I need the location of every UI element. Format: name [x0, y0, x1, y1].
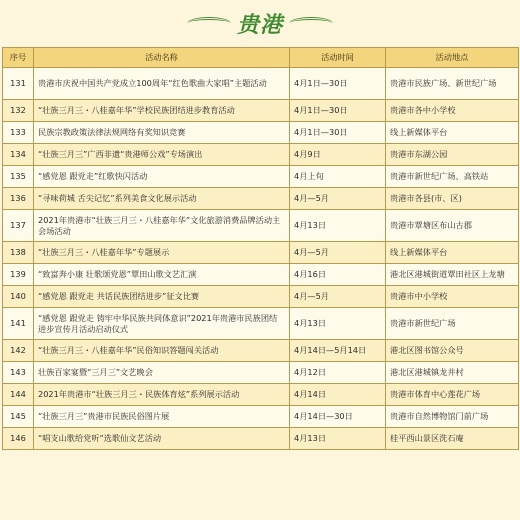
- row-activity-place: 贵港市东湖公园: [386, 144, 519, 166]
- table-row: [3, 100, 519, 122]
- banner: [0, 0, 520, 47]
- table-row: [3, 122, 519, 144]
- row-activity-time: 4月13日: [290, 210, 386, 242]
- table-row: [3, 308, 519, 340]
- row-activity-time: 4月14日—5月14日: [290, 340, 386, 362]
- row-activity-name: 贵港市庆祝中国共产党成立100周年“红色歌曲大家唱”主题活动: [34, 68, 290, 100]
- header-activity-name: 活动名称: [34, 48, 290, 68]
- table-header-row: [3, 48, 519, 68]
- row-number: 137: [3, 210, 34, 242]
- row-number: 141: [3, 308, 34, 340]
- row-activity-place: 贵港市体育中心莲花广场: [386, 384, 519, 406]
- table-row: [3, 188, 519, 210]
- row-activity-place: 贵港市覃塘区布山古郡: [386, 210, 519, 242]
- row-activity-name: “寻味荷城 舌尖记忆”系列美食文化展示活动: [34, 188, 290, 210]
- table-row: [3, 68, 519, 100]
- header-activity-place: 活动地点: [386, 48, 519, 68]
- row-number: 143: [3, 362, 34, 384]
- header-number: 序号: [3, 48, 34, 68]
- table-row: [3, 242, 519, 264]
- row-activity-place: 贵港市民族广场、新世纪广场: [386, 68, 519, 100]
- row-number: 136: [3, 188, 34, 210]
- row-activity-time: 4月—5月: [290, 242, 386, 264]
- row-activity-place: 贵港市自然博物馆门前广场: [386, 406, 519, 428]
- row-activity-place: 贵港市各县(市、区): [386, 188, 519, 210]
- row-activity-name: “感党恩 跟党走 共话民族团结进步”征文比赛: [34, 286, 290, 308]
- table-row: [3, 428, 519, 450]
- table-row: [3, 286, 519, 308]
- table-row: [3, 340, 519, 362]
- row-number: 144: [3, 384, 34, 406]
- row-activity-name: “致富奔小康 壮歌颂党恩”覃田山歌文艺汇演: [34, 264, 290, 286]
- row-number: 135: [3, 166, 34, 188]
- row-activity-name: “唱支山歌给党听”选歌仙文艺活动: [34, 428, 290, 450]
- table-row: [3, 166, 519, 188]
- row-activity-name: 民族宗教政策法律法规网络有奖知识竞赛: [34, 122, 290, 144]
- row-activity-time: 4月12日: [290, 362, 386, 384]
- table-row: [3, 210, 519, 242]
- row-activity-place: 贵港市各中小学校: [386, 100, 519, 122]
- right-ornament-icon: [289, 17, 333, 30]
- row-activity-time: 4月—5月: [290, 188, 386, 210]
- row-activity-place: 桂平西山景区洗石庵: [386, 428, 519, 450]
- row-activity-name: 2021年贵港市“壮族三月三・民族体育炫”系列展示活动: [34, 384, 290, 406]
- row-activity-time: 4月14日—30日: [290, 406, 386, 428]
- row-activity-time: 4月16日: [290, 264, 386, 286]
- row-activity-time: 4月13日: [290, 308, 386, 340]
- row-number: 142: [3, 340, 34, 362]
- row-number: 146: [3, 428, 34, 450]
- header-activity-time: 活动时间: [290, 48, 386, 68]
- table-row: [3, 406, 519, 428]
- table-row: [3, 144, 519, 166]
- row-activity-place: 港北区港城镇龙井村: [386, 362, 519, 384]
- row-number: 134: [3, 144, 34, 166]
- row-activity-name: 2021年贵港市“壮族三月三・八桂嘉年华”文化旅游消费品牌活动主会场活动: [34, 210, 290, 242]
- row-activity-place: 贵港市新世纪广场: [386, 308, 519, 340]
- row-activity-name: “壮族三月三・八桂嘉年华”学校民族团结进步教育活动: [34, 100, 290, 122]
- row-number: 131: [3, 68, 34, 100]
- row-activity-place: 港北区图书馆公众号: [386, 340, 519, 362]
- row-activity-name: “感党恩 跟党走”红歌快闪活动: [34, 166, 290, 188]
- row-activity-place: 贵港市中小学校: [386, 286, 519, 308]
- row-activity-time: 4月1日—30日: [290, 122, 386, 144]
- row-activity-name: “壮族三月三・八桂嘉年华”专题展示: [34, 242, 290, 264]
- row-activity-place: 线上新媒体平台: [386, 122, 519, 144]
- table-row: [3, 362, 519, 384]
- banner-title: 贵港: [236, 12, 283, 38]
- row-activity-place: 贵港市新世纪广场、高铁站: [386, 166, 519, 188]
- row-activity-place: 港北区港城街道覃田社区上龙塘: [386, 264, 519, 286]
- row-activity-time: 4月13日: [290, 428, 386, 450]
- row-activity-time: 4月—5月: [290, 286, 386, 308]
- row-number: 132: [3, 100, 34, 122]
- activity-table: [2, 47, 519, 450]
- row-number: 145: [3, 406, 34, 428]
- row-number: 133: [3, 122, 34, 144]
- row-activity-place: 线上新媒体平台: [386, 242, 519, 264]
- row-activity-name: “感党恩 跟党走 铸牢中华民族共同体意识”2021年贵港市民族团结进步宣传月活动启动仪式: [34, 308, 290, 340]
- row-activity-time: 4月上旬: [290, 166, 386, 188]
- row-activity-time: 4月14日: [290, 384, 386, 406]
- row-number: 139: [3, 264, 34, 286]
- row-activity-name: 壮族百家宴暨“三月三”文艺晚会: [34, 362, 290, 384]
- row-number: 138: [3, 242, 34, 264]
- row-activity-name: “壮族三月三”贵港市民族民俗图片展: [34, 406, 290, 428]
- table-row: [3, 264, 519, 286]
- row-activity-time: 4月9日: [290, 144, 386, 166]
- row-activity-name: “壮族三月三・八桂嘉年华”民俗知识答题闯关活动: [34, 340, 290, 362]
- left-ornament-icon: [187, 17, 231, 30]
- row-number: 140: [3, 286, 34, 308]
- table-row: [3, 384, 519, 406]
- row-activity-name: “壮族三月三”广西非遗“贵港师公戏”专场演出: [34, 144, 290, 166]
- row-activity-time: 4月1日—30日: [290, 68, 386, 100]
- row-activity-time: 4月1日—30日: [290, 100, 386, 122]
